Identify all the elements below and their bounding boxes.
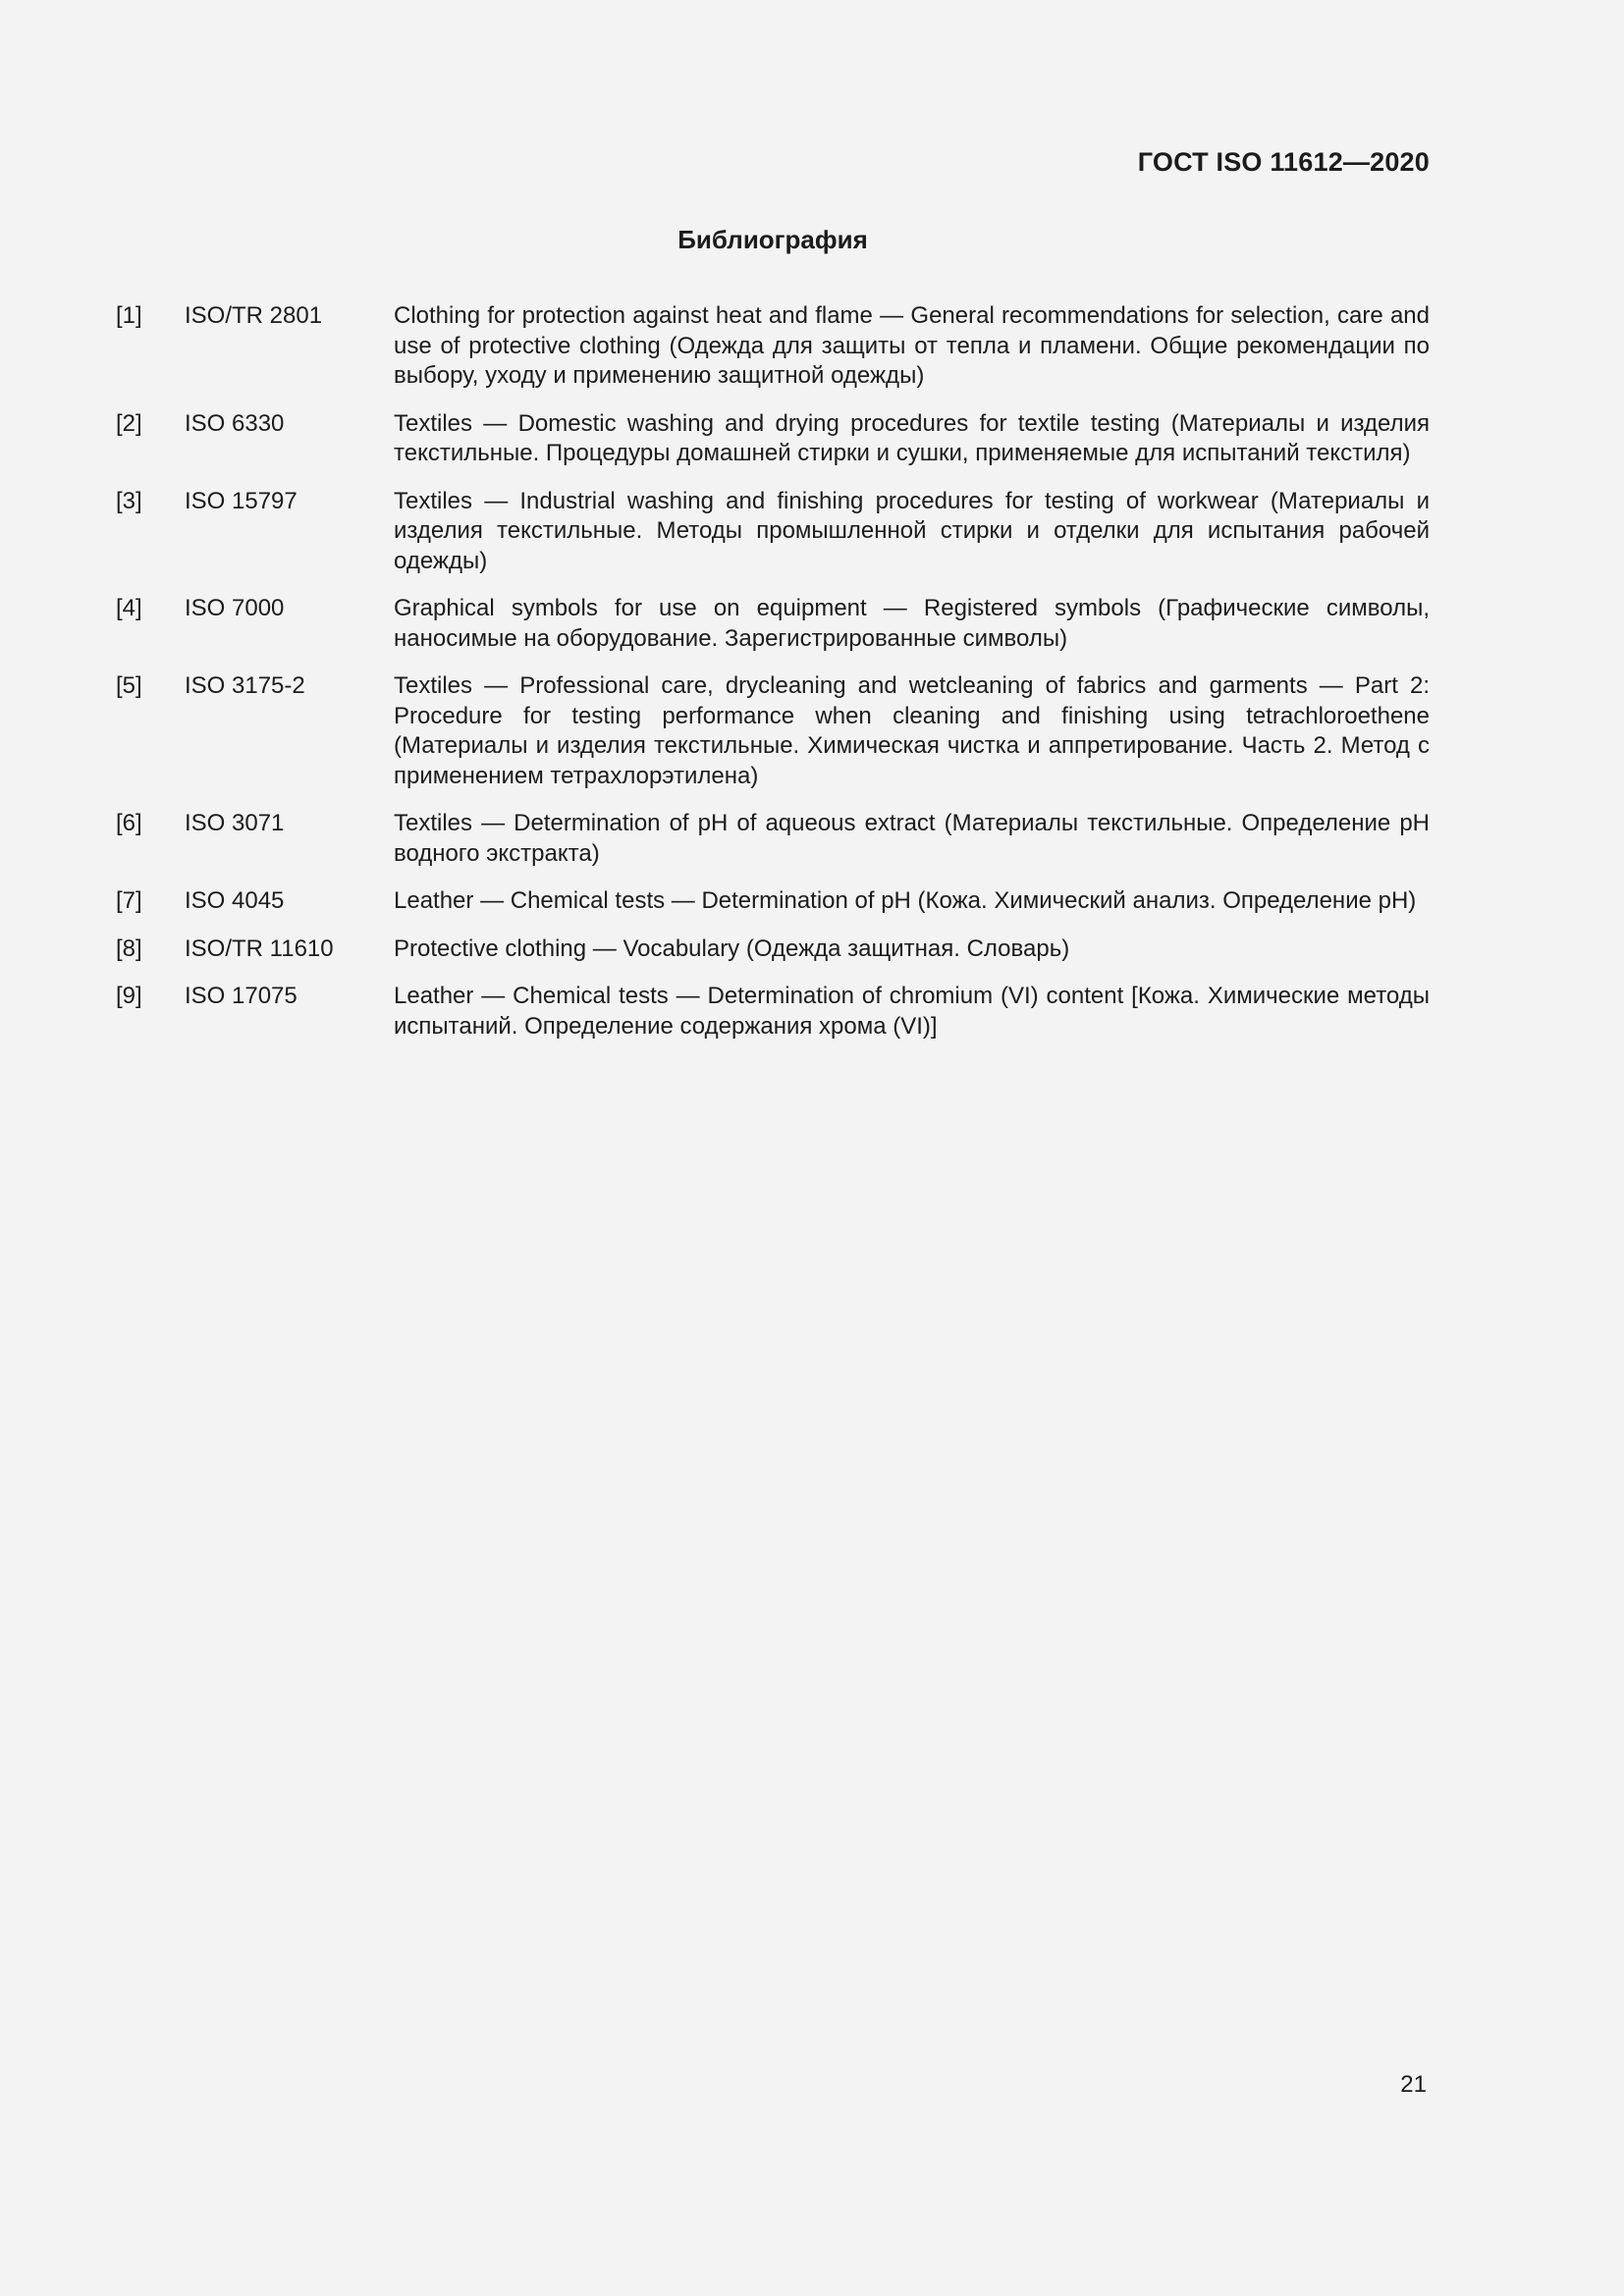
bibliography-entry bbox=[116, 671, 1430, 791]
bibliography-entry bbox=[116, 301, 1430, 392]
entry-reference: ISO 6330 bbox=[185, 409, 285, 437]
entry-number: [8] bbox=[116, 934, 142, 962]
entry-number: [2] bbox=[116, 409, 142, 437]
bibliography-entry bbox=[116, 934, 1430, 965]
entry-number: [1] bbox=[116, 302, 142, 329]
entry-reference: ISO 3071 bbox=[185, 810, 285, 836]
bibliography-entry bbox=[116, 886, 1430, 917]
bibliography-entry bbox=[116, 594, 1430, 654]
bibliography-entry bbox=[116, 809, 1430, 869]
entry-number: [4] bbox=[116, 595, 142, 621]
bibliography-entry bbox=[116, 409, 1430, 469]
bibliography-entry bbox=[116, 487, 1430, 577]
entry-description: Protective clothing — Vocabulary (Одежда защитная. Словарь) bbox=[394, 934, 1070, 962]
entry-reference: ISO 17075 bbox=[185, 983, 298, 1009]
entry-number: [3] bbox=[116, 487, 142, 514]
entry-reference: ISO 15797 bbox=[185, 487, 298, 514]
entry-reference: ISO/TR 11610 bbox=[185, 934, 334, 962]
entry-reference: ISO/TR 2801 bbox=[185, 302, 323, 329]
entry-description: Leather — Chemical tests — Determination of pH (Кожа. Химический анализ. Определение pH) bbox=[394, 887, 1417, 914]
bibliography-entry bbox=[116, 982, 1430, 1041]
entry-number: [5] bbox=[116, 672, 142, 699]
entry-description: Textiles — Domestic washing and drying procedures for textile testing (Материалы и изделия текстильные. Процедуры домашней стирки и сушки, применяемые для испытаний текстиля) bbox=[394, 409, 1430, 466]
section-title: Библиография bbox=[677, 225, 868, 254]
document-header-standard: ГОСТ ISO 11612—2020 bbox=[1137, 147, 1430, 177]
entry-reference: ISO 3175-2 bbox=[185, 672, 305, 699]
entry-number: [6] bbox=[116, 810, 142, 836]
entry-description: Textiles — Determination of pH of aqueous extract (Материалы текстильные. Определение pH водного экстракта) bbox=[394, 810, 1430, 867]
entry-reference: ISO 4045 bbox=[185, 887, 285, 914]
entry-description: Graphical symbols for use on equipment — Registered symbols (Графические символы, наносимые на оборудование. Зарегистрированные символы) bbox=[394, 595, 1430, 652]
bibliography-list bbox=[116, 301, 1430, 1059]
entry-number: [7] bbox=[116, 887, 142, 914]
entry-description: Textiles — Professional care, drycleaning and wetcleaning of fabrics and garments — Part 2: Procedure for testing performance when cleaning and finishing using tetrachloroethene (Материалы и изделия текстильные. Химическая чистка и аппретирование. Часть 2. Метод с применением тетрахлорэтилена) bbox=[394, 672, 1430, 789]
entry-description: Textiles — Industrial washing and finishing procedures for testing of workwear (Материалы и изделия текстильные. Методы промышленной стирки и отделки для испытания рабочей одежды) bbox=[394, 487, 1430, 574]
entry-reference: ISO 7000 bbox=[185, 595, 285, 621]
entry-number: [9] bbox=[116, 983, 142, 1009]
page-number: 21 bbox=[1400, 2071, 1427, 2098]
entry-description: Leather — Chemical tests — Determination of chromium (VI) content [Кожа. Химические методы испытаний. Определение содержания хрома (VI)] bbox=[394, 983, 1430, 1040]
entry-description: Clothing for protection against heat and flame — General recommendations for selection, care and use of protective clothing (Одежда для защиты от тепла и пламени. Общие рекомендации по выбору, уходу и применению защитной одежды) bbox=[394, 302, 1430, 389]
